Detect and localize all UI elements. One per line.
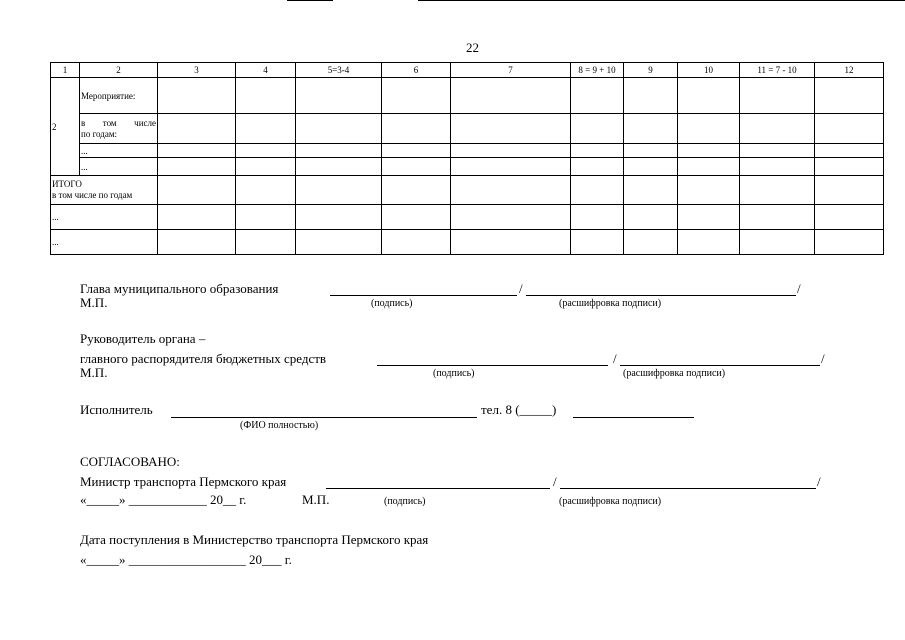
head-decode-line[interactable] (526, 295, 796, 296)
column-header: 5=3-4 (296, 63, 382, 78)
signature-caption: (подпись) (371, 298, 413, 309)
column-header: 7 (451, 63, 571, 78)
head-title: Глава муниципального образования (80, 281, 279, 296)
column-header: 11 = 7 - 10 (740, 63, 815, 78)
page-number: 22 (466, 40, 479, 55)
signature-caption: (подпись) (384, 496, 426, 507)
by-years-label (80, 114, 158, 144)
column-header: 12 (815, 63, 884, 78)
slash: / (613, 351, 617, 366)
table-row (51, 78, 884, 114)
slash: / (821, 351, 825, 366)
budget-head-title-line1: Руководитель органа – (80, 331, 206, 346)
event-label: Мероприятие: (80, 78, 158, 114)
decode-caption: (расшифровка подписи) (559, 298, 662, 309)
column-header: 9 (624, 63, 678, 78)
table-header-row (51, 63, 884, 78)
minister-title: Министр транспорта Пермского края (80, 474, 287, 489)
stamp-label: М.П. (80, 365, 108, 380)
signature-caption: (подпись) (433, 368, 475, 379)
column-header: 10 (678, 63, 740, 78)
decode-caption: (расшифровка подписи) (559, 496, 662, 507)
executor-label: Исполнитель (80, 402, 153, 417)
ellipsis-cell: ... (80, 158, 158, 176)
column-header: 1 (51, 63, 80, 78)
slash: / (817, 474, 821, 489)
minister-signature-line[interactable] (326, 488, 550, 489)
row-number: 2 (51, 78, 80, 176)
stamp-label: М.П. (302, 492, 330, 507)
executor-name-line[interactable] (171, 417, 477, 418)
column-header: 3 (158, 63, 236, 78)
column-header: 6 (382, 63, 451, 78)
ellipsis-cell: ... (80, 144, 158, 158)
budget-table (50, 62, 884, 255)
phone-label: тел. 8 (_____) (481, 402, 557, 417)
table-row (51, 158, 884, 176)
ellipsis-cell: ... (51, 230, 158, 255)
by-years-line2: по годам: (81, 128, 118, 139)
column-header: 4 (236, 63, 296, 78)
ellipsis-cell: ... (51, 205, 158, 230)
column-header: 8 = 9 + 10 (571, 63, 624, 78)
receipt-title: Дата поступления в Министерство транспорта Пермского края (80, 532, 429, 547)
total-line2: в том числе по годам (52, 190, 133, 200)
table-row (51, 230, 884, 255)
budget-decode-line[interactable] (620, 365, 820, 366)
budget-head-title-line2: главного распорядителя бюджетных средств (80, 351, 327, 366)
total-line1: ИТОГО (52, 179, 82, 189)
approved-label: СОГЛАСОВАНО: (80, 454, 180, 469)
slash: / (553, 474, 557, 489)
table-row (51, 114, 884, 144)
receipt-date[interactable]: «_____» __________________ 20___ г. (80, 552, 292, 567)
table-row (51, 205, 884, 230)
stamp-label: М.П. (80, 295, 108, 310)
slash: / (519, 281, 523, 296)
minister-decode-line[interactable] (560, 488, 816, 489)
top-edge-line-left (287, 0, 333, 1)
fio-caption: (ФИО полностью) (240, 420, 319, 431)
by-years-line1: в том числе (81, 117, 156, 128)
phone-number-line[interactable] (573, 417, 694, 418)
budget-signature-line[interactable] (377, 365, 608, 366)
top-edge-line-right (418, 0, 905, 1)
table-row (51, 144, 884, 158)
total-label (51, 176, 158, 205)
column-header: 2 (80, 63, 158, 78)
table-row-total (51, 176, 884, 205)
decode-caption: (расшифровка подписи) (623, 368, 726, 379)
head-signature-line[interactable] (330, 295, 517, 296)
slash: / (797, 281, 801, 296)
approval-date[interactable]: «_____» ____________ 20__ г. (80, 492, 247, 507)
